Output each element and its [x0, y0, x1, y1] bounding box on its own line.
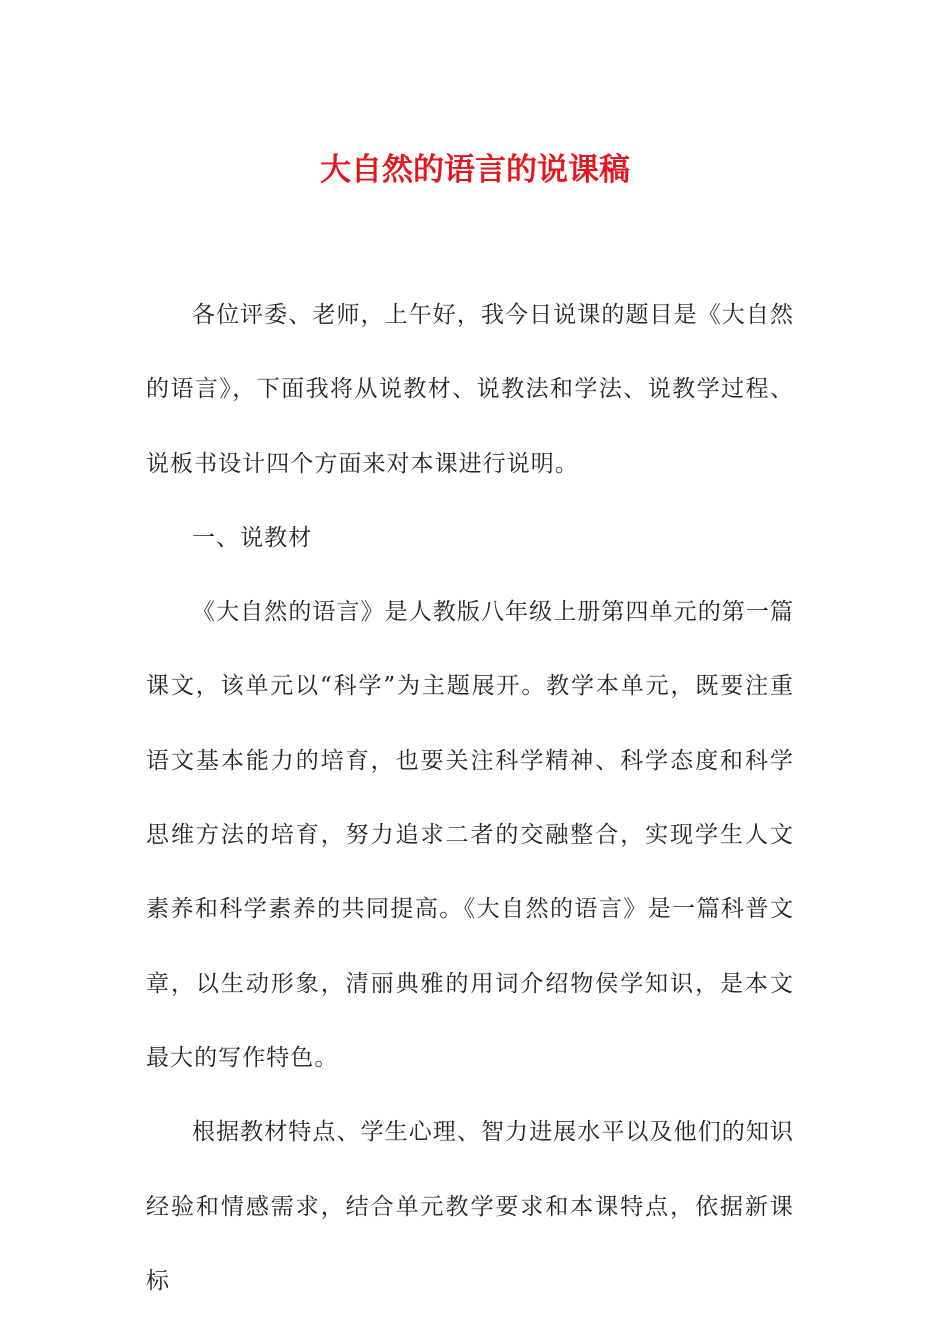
document-title: 大自然的语言的说课稿	[320, 152, 630, 188]
paragraph-basis: 根据教材特点、学生心理、智力进展水平以及他们的知识经验和情感需求，结合单元教学要求和本课特点，依据新课标	[146, 1119, 794, 1294]
section-heading-textbook: 一、说教材	[192, 524, 313, 551]
document-body	[146, 278, 794, 1318]
paragraph-intro: 各位评委、老师，上午好，我今日说课的题目是《大自然的语言》，下面我将从说教材、说教法和学法、说教学过程、说板书设计四个方面来对本课进行说明。	[146, 302, 794, 477]
paragraph-textbook: 《大自然的语言》是人教版八年级上册第四单元的第一篇课文，该单元以“科学”为主题展开。教学本单元，既要注重语文基本能力的培育，也要关注科学精神、科学态度和科学思维方法的培育，努力追求二者的交融整合，实现学生人文素养和科学素养的共同提高。《大自然的语言》是一篇科普文章，以生动形象，清丽典雅的用词介绍物侯学知识，是本文最大的写作特色。	[146, 599, 794, 1071]
